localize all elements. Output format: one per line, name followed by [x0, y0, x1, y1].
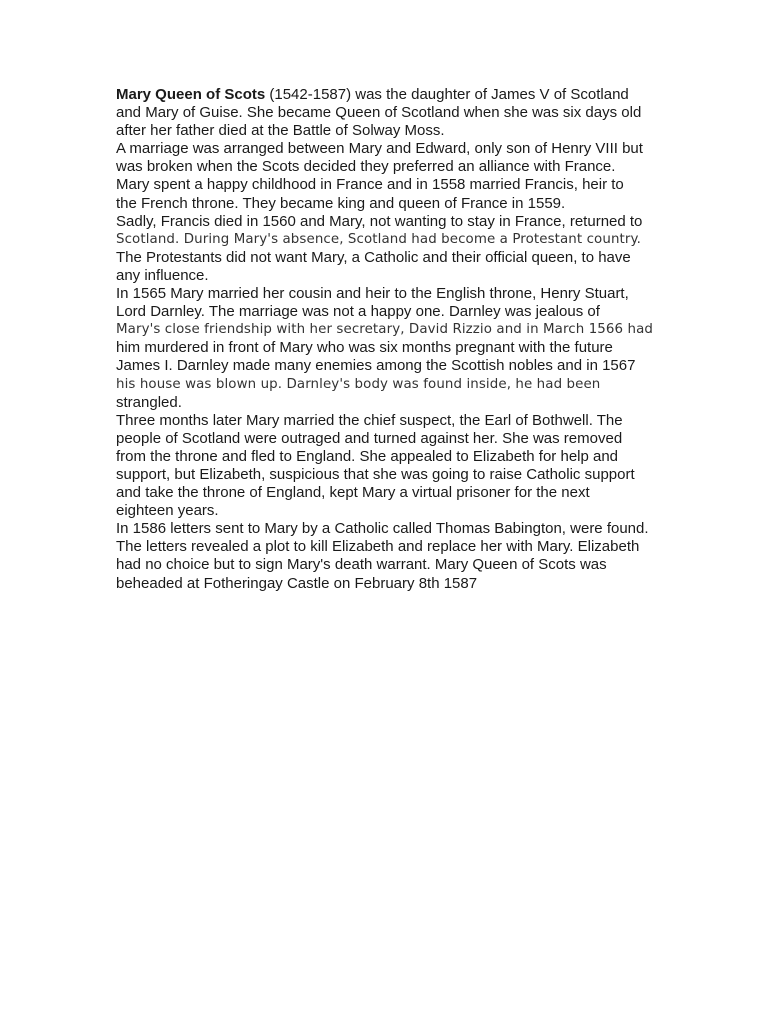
text-line: Sadly, Francis died in 1560 and Mary, not wanting to stay in France, returned to	[116, 212, 643, 230]
text-line: In 1586 letters sent to Mary by a Catholic called Thomas Babington, were found.	[116, 520, 649, 538]
text-line: beheaded at Fotheringay Castle on February 8th 1587	[116, 574, 478, 592]
document-body	[116, 86, 664, 593]
text-line: had no choice but to sign Mary's death warrant. Mary Queen of Scots was	[116, 556, 607, 574]
text-line: Mary spent a happy childhood in France and in 1558 married Francis, heir to	[116, 176, 624, 194]
text-line: was broken when the Scots decided they preferred an alliance with France.	[116, 158, 616, 176]
text-line: and take the throne of England, kept Mary a virtual prisoner for the next	[116, 484, 590, 502]
text-line: people of Scotland were outraged and turned against her. She was removed	[116, 429, 623, 447]
text-line: Lord Darnley. The marriage was not a happy one. Darnley was jealous of	[116, 303, 600, 321]
text-line: him murdered in front of Mary who was six months pregnant with the future	[116, 339, 613, 357]
text-line: strangled.	[116, 393, 182, 411]
text-line: the French throne. They became king and queen of France in 1559.	[116, 194, 566, 212]
text-line-segment: (1542-1587) was the daughter of James V of Scotland	[265, 86, 629, 103]
text-line: support, but Elizabeth, suspicious that she was going to raise Catholic support	[116, 465, 635, 483]
text-line: eighteen years.	[116, 502, 219, 520]
text-line: any influence.	[116, 266, 209, 284]
text-line: Three months later Mary married the chief suspect, the Earl of Bothwell. The	[116, 411, 623, 429]
text-line: A marriage was arranged between Mary and Edward, only son of Henry VIII but	[116, 140, 643, 158]
text-line: Scotland. During Mary's absence, Scotland had become a Protestant country.	[116, 231, 641, 247]
text-line: after her father died at the Battle of Solway Moss.	[116, 122, 445, 140]
text-line: The Protestants did not want Mary, a Catholic and their official queen, to have	[116, 248, 631, 266]
text-line: from the throne and fled to England. She appealed to Elizabeth for help and	[116, 447, 619, 465]
text-line: The letters revealed a plot to kill Elizabeth and replace her with Mary. Elizabeth	[116, 538, 640, 556]
text-line: In 1565 Mary married her cousin and heir to the English throne, Henry Stuart,	[116, 285, 629, 303]
text-line: his house was blown up. Darnley's body was found inside, he had been	[116, 376, 601, 392]
text-line: Mary's close friendship with her secretary, David Rizzio and in March 1566 had	[116, 322, 654, 338]
text-line: and Mary of Guise. She became Queen of Scotland when she was six days old	[116, 104, 642, 122]
text-line: James I. Darnley made many enemies among the Scottish nobles and in 1567	[116, 357, 636, 375]
title-bold: Mary Queen of Scots	[116, 86, 266, 103]
text-line	[116, 86, 664, 104]
